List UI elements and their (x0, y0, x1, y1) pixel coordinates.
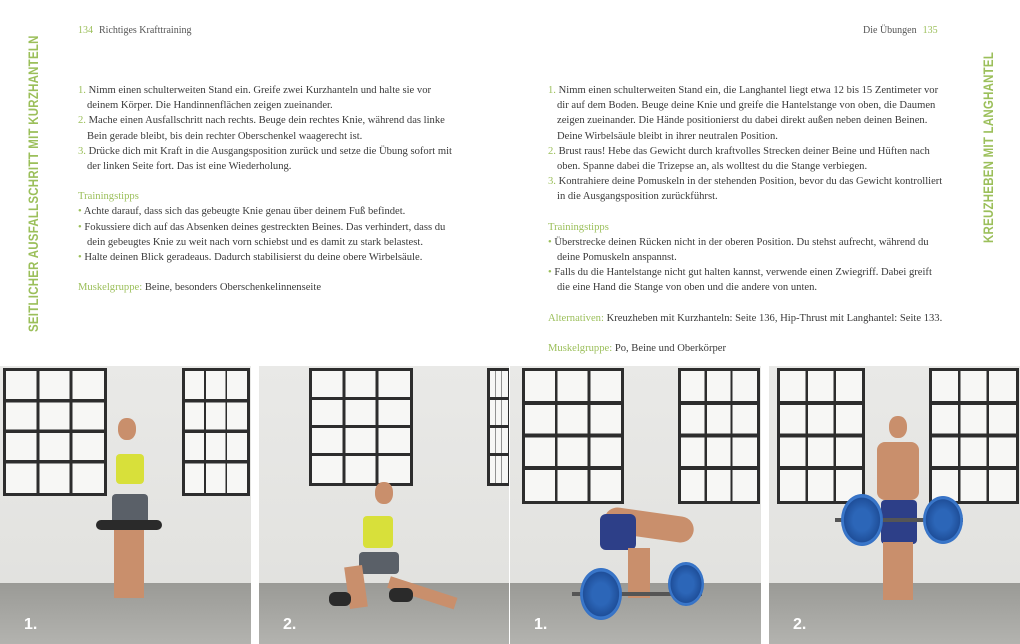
athlete-figure (375, 482, 393, 504)
step-number: 3. (548, 176, 556, 188)
window (678, 368, 760, 504)
left-instructions (78, 83, 464, 295)
tips-heading: Trainingstipps (78, 191, 139, 203)
step-number: 2. (78, 115, 86, 127)
step-text: Kontrahiere deine Pomuskeln in der stehenden Position, bevor du das Gewicht kontrolliert in die Ausgangsposition zurückführst. (557, 176, 943, 203)
window (777, 368, 865, 504)
athlete-top (363, 516, 393, 548)
athlete-legs (628, 548, 650, 598)
page-number-left: 134 (78, 25, 93, 36)
tips-heading: Trainingstipps (548, 221, 609, 233)
athlete-top (116, 454, 144, 484)
athlete-legs (114, 526, 144, 598)
athlete-shorts (359, 552, 399, 574)
step-number: 1. (78, 85, 86, 96)
photo-step-label: 1. (24, 616, 38, 633)
step-number: 2. (548, 145, 556, 157)
athlete-shorts (600, 514, 636, 550)
window (522, 368, 624, 504)
photo-step-label: 2. (793, 616, 807, 633)
right-page-header (863, 25, 944, 36)
dumbbell (329, 592, 351, 606)
tip: • Achte darauf, dass sich das gebeugte Knie genau über deinem Fuß befindet. (78, 206, 406, 218)
tip-text: Falls du die Hantelstange nicht gut halten kannst, verwende einen Zwiegriff. Dabei greift die eine Hand die Stange von oben und die andere von unten. (554, 267, 932, 294)
tips-list (548, 235, 944, 296)
step-text: Nimm einen schulterweiten Stand ein, die Langhantel liegt etwa 12 bis 15 Zentimeter vor dir auf dem Boden. Beuge deine Knie und greife die Hantelstange von oben, die Daumen zeigen zueinander. Die Hände positionierst du dabei direkt außen neben deinen Beinen. Deine Wirbelsäule bleibt in ihrer neutralen Position. (557, 85, 939, 142)
step-number: 3. (78, 145, 86, 157)
dumbbells (96, 520, 162, 530)
step-text: Mache einen Ausfallschritt nach rechts. Beuge dein rechtes Knie, während das linke Bein gerade bleibt, bis dein rechter Oberschenkel waagerecht ist. (87, 115, 445, 142)
athlete-torso (877, 442, 919, 500)
step (78, 113, 464, 143)
step-text: Nimm einen schulterweiten Stand ein. Greife zwei Kurzhanteln und halte sie vor deinem Körper. Die Handinnenflächen zeigen zueinander. (87, 85, 432, 112)
steps-list (78, 83, 464, 174)
barbell-plate (580, 568, 622, 620)
step (548, 83, 944, 144)
muscle-group (548, 341, 944, 356)
barbell-plate (668, 562, 704, 606)
muscle-group (78, 280, 464, 295)
dumbbell (389, 588, 413, 602)
window (929, 368, 1019, 504)
athlete-legs (883, 542, 913, 600)
tip-text: Halte deinen Blick geradeaus. Dadurch stabilisierst du deine obere Wirbelsäule. (84, 252, 423, 264)
athlete-figure (889, 416, 907, 438)
page-number-right: 135 (922, 25, 938, 36)
steps-list (548, 83, 944, 205)
athlete-figure (118, 418, 136, 440)
right-instructions (548, 83, 944, 356)
tip: • Falls du die Hantelstange nicht gut halten kannst, verwende einen Zwiegriff. Dabei greift die eine Hand die Stange von oben und die andere von unten. (548, 267, 932, 294)
photo-side-lunge-start (0, 366, 251, 644)
step-text: Brust raus! Hebe das Gewicht durch kraftvolles Strecken deiner Beine und Hüften nach oben. Spanne dabei die Trizepse an, als wolltest du die Stange verbiegen. (557, 145, 930, 173)
photo-step-label: 1. (534, 616, 548, 633)
muscle-text: Po, Beine und Oberkörper (614, 342, 727, 354)
tip: • Fokussiere dich auf das Absenken deines gestreckten Beines. Das verhindert, dass du dein gebeugtes Knie zu weit nach vorn schiebst und es damit zu stark belastest. (78, 221, 446, 248)
tip-text: Fokussiere dich auf das Absenken deines gestreckten Beines. Das verhindert, dass du dein gebeugtes Knie zu weit nach vorn schiebst und es damit zu stark belastest. (84, 221, 446, 248)
barbell-plate (841, 494, 883, 546)
step-number: 1. (548, 85, 556, 96)
step (548, 174, 944, 204)
tips-list (78, 204, 464, 265)
photo-step-label: 2. (283, 616, 297, 633)
step-text: Drücke dich mit Kraft in die Ausgangsposition zurück und setze die Übung sofort mit der linken Seite fort. Das ist eine Wiederholung. (87, 145, 452, 173)
barbell-plate (923, 496, 963, 544)
running-title-right: Die Übungen (863, 25, 917, 36)
alternatives (548, 311, 944, 326)
tip: • Überstrecke deinen Rücken nicht in der oberen Position. Du stehst aufrecht, während du deine Pomuskeln anspannst. (548, 236, 929, 264)
tip-text: Achte darauf, dass sich das gebeugte Knie genau über deinem Fuß befindet. (83, 206, 406, 218)
muscle-label: Muskelgruppe: (78, 282, 143, 294)
window (3, 368, 107, 496)
muscle-text: Beine, besonders Oberschenkelinnenseite (144, 282, 322, 294)
photo-side-lunge-end (259, 366, 509, 644)
alternatives-text: Kreuzheben mit Kurzhanteln: Seite 136, Hip-Thrust mit Langhantel: Seite 133. (606, 312, 943, 324)
window (182, 368, 250, 496)
athlete-shorts (881, 500, 917, 544)
muscle-label: Muskelgruppe: (548, 342, 613, 354)
photo-deadlift-end (769, 366, 1020, 644)
running-title-left: Richtiges Krafttraining (99, 25, 192, 36)
step (548, 144, 944, 174)
exercise-title-right: KREUZHEBEN MIT LANGHANTEL (980, 51, 996, 243)
left-page-header (72, 25, 191, 36)
step (78, 144, 464, 174)
step (78, 83, 464, 113)
tip: • Halte deinen Blick geradeaus. Dadurch stabilisierst du deine obere Wirbelsäule. (78, 252, 423, 264)
photo-deadlift-start (510, 366, 761, 644)
window (487, 368, 509, 486)
exercise-title-left: SEITLICHER AUSFALLSCHRITT MIT KURZHANTELN (25, 35, 41, 332)
tip-text: Überstrecke deinen Rücken nicht in der oberen Position. Du stehst aufrecht, während du deine Pomuskeln anspannst. (554, 236, 929, 264)
alternatives-label: Alternativen: (548, 312, 604, 324)
window (309, 368, 413, 486)
